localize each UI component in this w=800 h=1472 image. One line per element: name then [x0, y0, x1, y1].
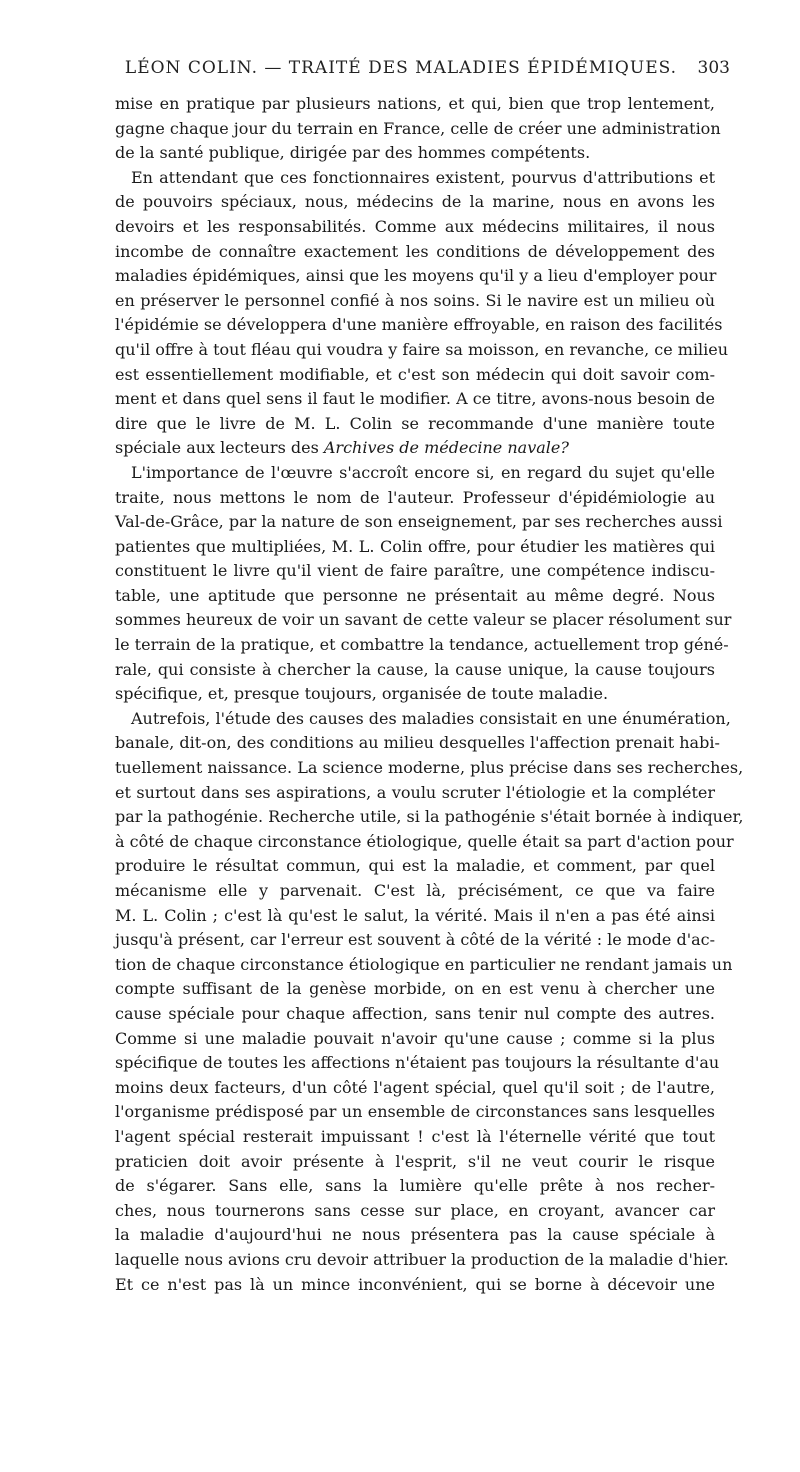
line-text: Comme si une maladie pouvait n'avoir qu'une cause ; comme si la plus [115, 1028, 715, 1048]
text-line [115, 338, 729, 363]
line-text: table, une aptitude que personne ne présentait au même degré. Nous [115, 585, 715, 605]
line-text: à côté de chaque circonstance étiologique, quelle était sa part d'action pour [115, 831, 734, 851]
line-text: praticien doit avoir présente à l'esprit, s'il ne veut courir le risque [115, 1151, 715, 1171]
text-line [115, 412, 715, 437]
text-line [115, 141, 715, 166]
text-line [115, 117, 721, 142]
line-text: traite, nous mettons le nom de l'auteur. Professeur d'épidémiologie au [115, 487, 715, 507]
line-text: L'importance de l'œuvre s'accroît encore si, en regard du sujet qu'elle [131, 462, 715, 482]
line-text: incombe de connaître exactement les conditions de développement des [115, 241, 715, 261]
text-line [115, 1223, 715, 1248]
text-line [115, 1174, 715, 1199]
text-line [115, 387, 715, 412]
italic-title: Archives de médecine navale? [323, 438, 569, 458]
text-line [115, 904, 715, 929]
line-text: mécanisme elle y parvenait. C'est là, précisément, ce que va faire [115, 881, 715, 900]
text-line [115, 977, 715, 1002]
text-line [115, 608, 732, 633]
text-line [115, 240, 715, 265]
text-line [115, 854, 715, 879]
text-line [115, 559, 715, 584]
text-line [115, 879, 715, 904]
text-line [115, 805, 744, 830]
text-line [115, 166, 715, 191]
line-text: l'épidémie se développera d'une manière effroyable, en raison des facilités [115, 315, 723, 335]
line-text: laquelle nous avions cru devoir attribuer la production de la maladie d'hier. [115, 1249, 729, 1269]
running-header [112, 58, 730, 84]
body-text [115, 92, 744, 1297]
line-text: rale, qui consiste à chercher la cause, la cause unique, la cause toujours [115, 659, 715, 679]
line-text: gagne chaque jour du terrain en France, celle de créer une administration [115, 118, 721, 138]
line-text: sommes heureux de voir un savant de cette valeur se placer résolument sur [115, 610, 732, 630]
line-text: devoirs et les responsabilités. Comme aux médecins militaires, il nous [115, 216, 715, 236]
text-line [115, 928, 715, 953]
line-text: est essentiellement modifiable, et c'est son médecin qui doit savoir com- [115, 364, 715, 384]
line-text: ches, nous tournerons sans cesse sur place, en croyant, avancer car [115, 1200, 715, 1220]
text-line [115, 313, 723, 338]
text-line [115, 781, 715, 806]
text-line [115, 633, 729, 658]
line-text: banale, dit-on, des conditions au milieu desquelles l'affection prenait habi- [115, 733, 720, 753]
text-line [115, 658, 715, 683]
line-text: Autrefois, l'étude des causes des maladies consistait en une énumération, [131, 708, 731, 728]
text-line [115, 1002, 715, 1027]
line-text: constituent le livre qu'il vient de faire paraître, une compétence indiscu- [115, 561, 715, 581]
line-text: compte suffisant de la genèse morbide, on en est venu à chercher une [115, 979, 715, 999]
line-text: spécifique de toutes les affections n'étaient pas toujours la résultante d'au [115, 1053, 720, 1073]
line-text: de s'égarer. Sans elle, sans la lumière qu'elle prête à nos recher- [115, 1176, 715, 1196]
text-line [115, 584, 715, 609]
line-text: de la santé publique, dirigée par des hommes compétents. [115, 143, 591, 163]
line-text: spéciale aux lecteurs des [115, 438, 324, 458]
text-line [115, 707, 731, 732]
line-text: l'organisme prédisposé par un ensemble de circonstances sans lesquelles [115, 1102, 715, 1122]
line-text: dire que le livre de M. L. Colin se recommande d'une manière toute [115, 413, 715, 433]
line-text: en préserver le personnel confié à nos soins. Si le navire est un milieu où [115, 290, 715, 310]
line-text: l'agent spécial resterait impuissant ! c'est là l'éternelle vérité que tout [115, 1126, 715, 1146]
line-text: ment et dans quel sens il faut le modifier. A ce titre, avons-nous besoin de [115, 389, 715, 409]
text-line [115, 1051, 720, 1076]
line-text: spécifique, et, presque toujours, organisée de toute maladie. [115, 684, 609, 704]
text-line [115, 436, 715, 461]
text-line [115, 510, 723, 535]
text-line [115, 92, 715, 117]
text-line [115, 1273, 715, 1298]
line-text: patientes que multipliées, M. L. Colin offre, pour étudier les matières qui [115, 536, 715, 556]
line-text: et surtout dans ses aspirations, a voulu scruter l'étiologie et la compléter [115, 782, 715, 802]
line-text: jusqu'à présent, car l'erreur est souvent à côté de la vérité : le mode d'ac- [115, 930, 715, 950]
text-line [115, 756, 744, 781]
text-line [115, 1076, 715, 1101]
text-line [115, 953, 733, 978]
text-line [115, 682, 715, 707]
text-line [115, 1125, 715, 1150]
line-text: En attendant que ces fonctionnaires existent, pourvus d'attributions et [131, 167, 715, 187]
line-text: tion de chaque circonstance étiologique en particulier ne rendant jamais un [115, 954, 733, 974]
line-text: tuellement naissance. La science moderne, plus précise dans ses recherches, [115, 758, 744, 778]
text-line [115, 830, 734, 855]
text-line [115, 1199, 715, 1224]
text-line [115, 486, 715, 511]
line-text: Val-de-Grâce, par la nature de son enseignement, par ses recherches aussi [115, 512, 723, 532]
line-text: M. L. Colin ; c'est là qu'est le salut, la vérité. Mais il n'en a pas été ainsi [115, 905, 715, 925]
line-text: la maladie d'aujourd'hui ne nous présentera pas la cause spéciale à [115, 1225, 715, 1245]
line-text: Et ce n'est pas là un mince inconvénient, qui se borne à décevoir une [115, 1274, 715, 1294]
running-title: LÉON COLIN. — TRAITÉ DES MALADIES ÉPIDÉMIQUES. [124, 58, 678, 78]
line-text: mise en pratique par plusieurs nations, et qui, bien que trop lentement, [115, 94, 715, 113]
text-line [115, 215, 715, 240]
text-line [115, 190, 715, 215]
text-line [115, 1100, 715, 1125]
text-line [115, 535, 715, 560]
text-line [115, 1027, 715, 1052]
line-text: le terrain de la pratique, et combattre la tendance, actuellement trop géné- [115, 635, 729, 655]
page-number: 303 [697, 58, 730, 78]
text-line [115, 289, 715, 314]
line-text: de pouvoirs spéciaux, nous, médecins de la marine, nous en avons les [115, 192, 715, 212]
line-text: qu'il offre à tout fléau qui voudra y faire sa moisson, en revanche, ce milieu [115, 339, 729, 359]
text-line [115, 1150, 715, 1175]
line-text: moins deux facteurs, d'un côté l'agent spécial, quel qu'il soit ; de l'autre, [115, 1077, 715, 1097]
text-line [115, 264, 715, 289]
line-text: cause spéciale pour chaque affection, sans tenir nul compte des autres. [115, 1003, 715, 1023]
text-line [115, 1248, 729, 1273]
text-line [115, 461, 715, 486]
line-text: produire le résultat commun, qui est la maladie, et comment, par quel [115, 856, 715, 876]
text-line [115, 363, 715, 388]
text-line [115, 731, 720, 756]
line-text: par la pathogénie. Recherche utile, si la pathogénie s'était bornée à indiquer, [115, 807, 744, 827]
line-text: maladies épidémiques, ainsi que les moyens qu'il y a lieu d'employer pour [115, 266, 717, 286]
